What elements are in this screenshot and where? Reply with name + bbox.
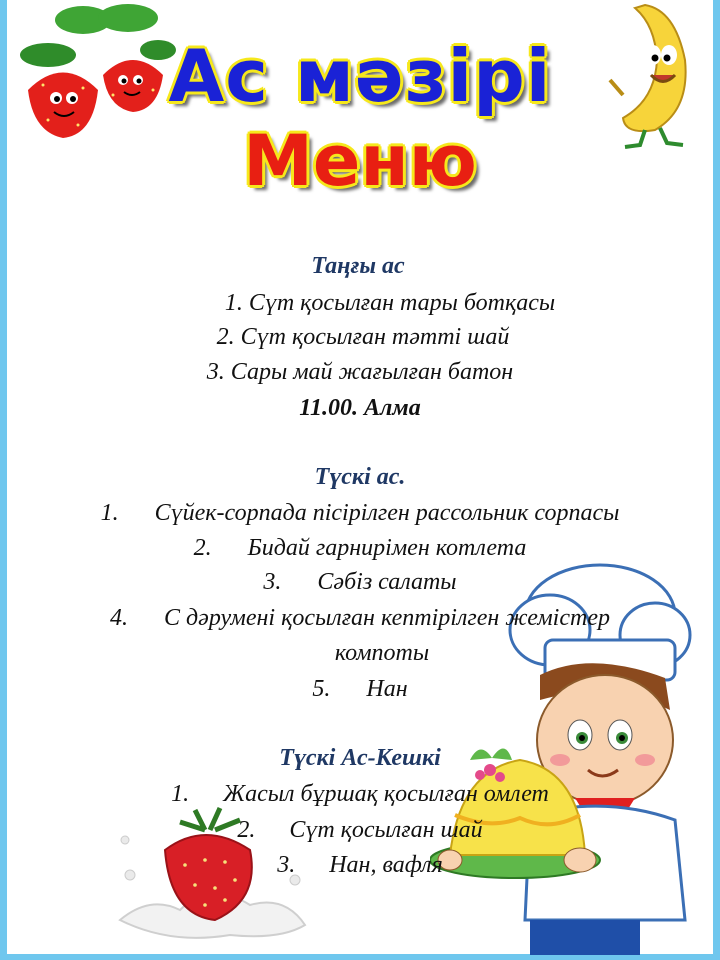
list-text: Сүйек-сорпада пісірілген рассольник сорпасы	[154, 500, 620, 526]
list-text: С дәрумені қосылған кептірілген жемістер	[164, 605, 610, 631]
list-number: 4.	[110, 605, 129, 631]
list-number: 2.	[237, 817, 256, 843]
breakfast-item-2: 2. Сүт қосылған тәтті шай	[216, 324, 510, 350]
list-number: 3.	[277, 852, 296, 878]
breakfast-snack: 11.00. Алма	[299, 395, 421, 421]
lunch-item	[0, 533, 720, 563]
lunch-item	[0, 674, 720, 704]
list-number: 1.	[100, 500, 119, 526]
breakfast-item-3: 3. Сары май жағылған батон	[206, 359, 514, 385]
list-text: Нан	[366, 676, 408, 702]
lunch-item	[0, 567, 720, 597]
list-number: 2.	[193, 535, 212, 561]
breakfast-item-1: 1. Сүт қосылған тары ботқасы	[224, 290, 556, 316]
list-number: 3.	[263, 569, 282, 595]
menu-title-kazakh: Ас мәзірі	[168, 34, 552, 118]
list-text: Нан, вафля	[329, 852, 443, 878]
list-number: 5.	[312, 676, 331, 702]
breakfast-heading: Таңғы ас	[311, 253, 405, 279]
lunch-item	[0, 603, 720, 633]
list-text: Жасыл бұршақ қосылған омлет	[223, 781, 549, 807]
dinner-item	[0, 815, 720, 845]
lunch-item-continuation: компоты	[334, 640, 430, 666]
dinner-item	[0, 850, 720, 880]
lunch-heading: Түскі ас.	[314, 464, 406, 490]
list-text: Бидай гарнирімен котлета	[247, 535, 527, 561]
dinner-item	[0, 779, 720, 809]
list-text: Сүт қосылған шай	[289, 817, 483, 843]
menu-title-russian: Меню	[243, 120, 477, 202]
dinner-heading: Түскі Ас-Кешкі	[279, 745, 441, 771]
list-text: Сәбіз салаты	[317, 569, 457, 595]
list-number: 1.	[171, 781, 190, 807]
lunch-item	[0, 498, 720, 528]
